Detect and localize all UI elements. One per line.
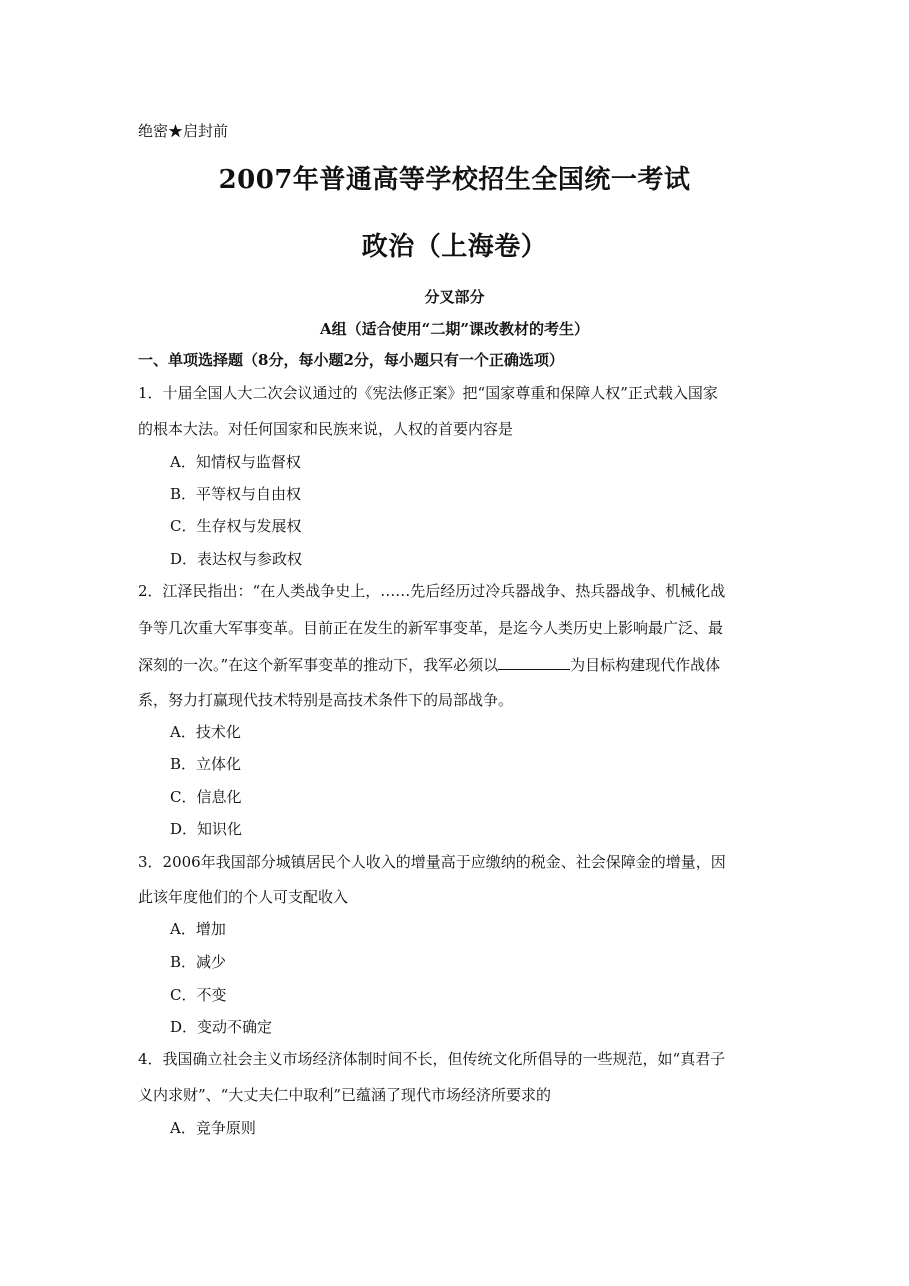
question-2-line-3-start: 深刻的一次。”在这个新军事变革的推动下，我军必须以: [138, 656, 499, 674]
question-4-line-1: 4．我国确立社会主义市场经济体制时间不长，但传统文化所倡导的一些规范，如“真君子: [138, 1050, 726, 1068]
question-2-option-c: C．信息化: [170, 788, 242, 806]
question-2-option-a: A．技术化: [170, 723, 241, 741]
exam-title: 2007年普通高等学校招生全国统一考试: [218, 165, 691, 195]
question-2-option-d: D．知识化: [170, 820, 243, 838]
question-2-line-4: 系，努力打赢现代技术特别是高技术条件下的局部战争。: [138, 691, 514, 709]
question-2-line-3: [138, 653, 778, 676]
section-heading: 一、单项选择题（8分，每小题2分，每小题只有一个正确选项）: [138, 351, 564, 369]
group-heading: A组（适合使用“二期”课改教材的考生）: [320, 320, 589, 338]
question-2-line-3-end: 为目标构建现代作战体: [570, 656, 721, 674]
exam-subtitle: 政治（上海卷）: [361, 232, 548, 262]
question-3-option-a: A．增加: [170, 920, 226, 938]
question-3-option-c: C．不变: [170, 986, 227, 1004]
question-1-option-d: D．表达权与参政权: [170, 550, 303, 568]
question-2-line-2: 争等几次重大军事变革。目前正在发生的新军事变革，是迄今人类历史上影响最广泛、最: [138, 619, 724, 637]
question-1-option-a: A．知情权与监督权: [170, 453, 301, 471]
question-3-option-b: B．减少: [170, 953, 227, 971]
answer-blank: [498, 653, 570, 670]
question-1-line-2: 的根本大法。对任何国家和民族来说，人权的首要内容是: [138, 420, 514, 438]
question-1-option-b: B．平等权与自由权: [170, 485, 302, 503]
question-3-option-d: D．变动不确定: [170, 1018, 273, 1036]
question-1-option-c: C．生存权与发展权: [170, 517, 302, 535]
question-2-option-b: B．立体化: [170, 755, 242, 773]
question-3-line-2: 此该年度他们的个人可支配收入: [138, 888, 349, 906]
question-3-line-1: 3．2006年我国部分城镇居民个人收入的增量高于应缴纳的税金、社会保障金的增量，因: [138, 853, 726, 871]
secret-mark: 绝密★启封前: [138, 122, 229, 140]
question-1-line-1: 1．十届全国人大二次会议通过的《宪法修正案》把“国家尊重和保障人权”正式载入国家: [138, 384, 718, 402]
question-2-line-1: 2．江泽民指出：“在人类战争史上，……先后经历过冷兵器战争、热兵器战争、机械化战: [138, 582, 726, 600]
question-4-line-2: 义内求财”、“大丈夫仁中取利”已蕴涵了现代市场经济所要求的: [138, 1086, 552, 1104]
part-heading: 分叉部分: [424, 288, 485, 306]
question-4-option-a: A．竞争原则: [170, 1119, 256, 1137]
